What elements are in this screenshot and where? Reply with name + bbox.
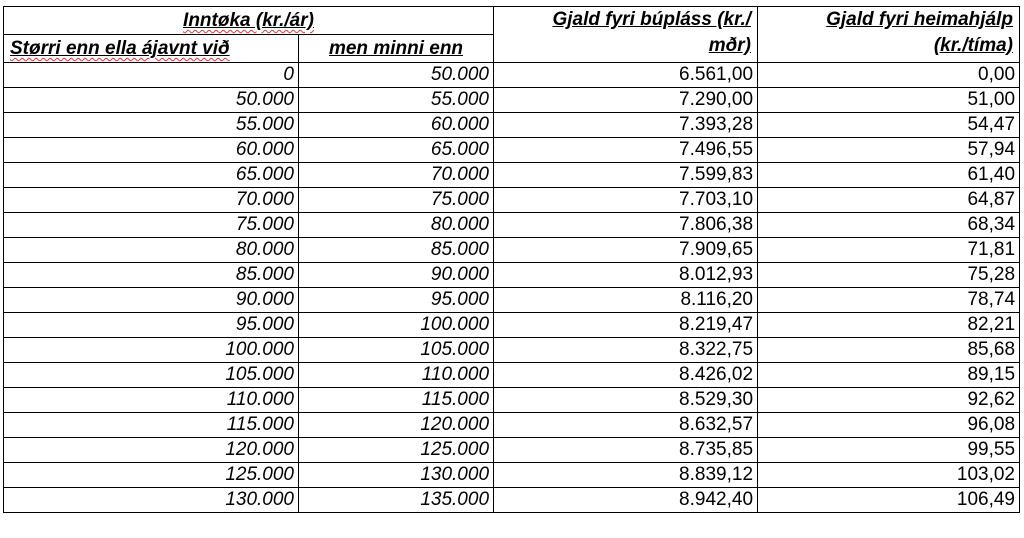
- housing-fee-cell[interactable]: 8.219,47: [494, 313, 758, 338]
- income-from-cell[interactable]: 120.000: [4, 438, 299, 463]
- income-from-cell[interactable]: 80.000: [4, 238, 299, 263]
- housing-fee-cell[interactable]: 7.290,00: [494, 88, 758, 113]
- income-from-cell[interactable]: 65.000: [4, 163, 299, 188]
- table-row: [4, 188, 1020, 213]
- table-row: [4, 488, 1020, 513]
- fee-table: [3, 6, 1020, 513]
- income-from-cell[interactable]: 130.000: [4, 488, 299, 513]
- table-row: [4, 238, 1020, 263]
- income-to-cell[interactable]: 65.000: [299, 138, 494, 163]
- table-row: [4, 63, 1020, 88]
- income-to-cell[interactable]: 75.000: [299, 188, 494, 213]
- homehelp-fee-cell[interactable]: 64,87: [758, 188, 1020, 213]
- income-to-cell[interactable]: 70.000: [299, 163, 494, 188]
- homehelp-fee-header[interactable]: Gjald fyri heimahjálp (kr./tíma): [758, 7, 1020, 63]
- income-from-cell[interactable]: 70.000: [4, 188, 299, 213]
- income-from-cell[interactable]: 0: [4, 63, 299, 88]
- housing-fee-header[interactable]: Gjald fyri búpláss (kr./ mðr): [494, 7, 758, 63]
- income-to-cell[interactable]: 105.000: [299, 338, 494, 363]
- homehelp-fee-cell[interactable]: 92,62: [758, 388, 1020, 413]
- housing-fee-cell[interactable]: 6.561,00: [494, 63, 758, 88]
- income-to-cell[interactable]: 50.000: [299, 63, 494, 88]
- income-from-cell[interactable]: 110.000: [4, 388, 299, 413]
- table-row: [4, 213, 1020, 238]
- housing-fee-cell[interactable]: 8.012,93: [494, 263, 758, 288]
- homehelp-fee-cell[interactable]: 106,49: [758, 488, 1020, 513]
- homehelp-fee-cell[interactable]: 61,40: [758, 163, 1020, 188]
- table-row: [4, 113, 1020, 138]
- upper-bound-header[interactable]: men minni enn: [299, 35, 494, 63]
- housing-fee-cell[interactable]: 8.116,20: [494, 288, 758, 313]
- homehelp-fee-cell[interactable]: 89,15: [758, 363, 1020, 388]
- income-from-cell[interactable]: 95.000: [4, 313, 299, 338]
- housing-fee-cell[interactable]: 7.703,10: [494, 188, 758, 213]
- homehelp-fee-cell[interactable]: 82,21: [758, 313, 1020, 338]
- income-to-cell[interactable]: 115.000: [299, 388, 494, 413]
- header-row-1: [4, 7, 1020, 35]
- income-to-cell[interactable]: 60.000: [299, 113, 494, 138]
- housing-fee-cell[interactable]: 7.806,38: [494, 213, 758, 238]
- housing-fee-cell[interactable]: 8.529,30: [494, 388, 758, 413]
- housing-fee-cell[interactable]: 7.599,83: [494, 163, 758, 188]
- income-from-cell[interactable]: 115.000: [4, 413, 299, 438]
- income-to-cell[interactable]: 120.000: [299, 413, 494, 438]
- housing-fee-cell[interactable]: 8.426,02: [494, 363, 758, 388]
- income-to-cell[interactable]: 80.000: [299, 213, 494, 238]
- income-to-cell[interactable]: 90.000: [299, 263, 494, 288]
- table-row: [4, 438, 1020, 463]
- income-from-cell[interactable]: 90.000: [4, 288, 299, 313]
- income-from-cell[interactable]: 55.000: [4, 113, 299, 138]
- income-to-cell[interactable]: 125.000: [299, 438, 494, 463]
- homehelp-fee-cell[interactable]: 103,02: [758, 463, 1020, 488]
- homehelp-fee-cell[interactable]: 75,28: [758, 263, 1020, 288]
- homehelp-fee-cell[interactable]: 96,08: [758, 413, 1020, 438]
- housing-fee-cell[interactable]: 8.839,12: [494, 463, 758, 488]
- table-row: [4, 463, 1020, 488]
- income-from-cell[interactable]: 50.000: [4, 88, 299, 113]
- table-row: [4, 138, 1020, 163]
- table-row: [4, 413, 1020, 438]
- table-row: [4, 363, 1020, 388]
- table-row: [4, 163, 1020, 188]
- homehelp-fee-cell[interactable]: 85,68: [758, 338, 1020, 363]
- homehelp-fee-cell[interactable]: 51,00: [758, 88, 1020, 113]
- housing-fee-cell[interactable]: 7.909,65: [494, 238, 758, 263]
- income-from-cell[interactable]: 125.000: [4, 463, 299, 488]
- homehelp-fee-cell[interactable]: 78,74: [758, 288, 1020, 313]
- lower-bound-header[interactable]: Størri enn ella ájavnt við: [4, 35, 299, 63]
- income-from-cell[interactable]: 60.000: [4, 138, 299, 163]
- housing-fee-cell[interactable]: 8.632,57: [494, 413, 758, 438]
- table-row: [4, 263, 1020, 288]
- income-to-cell[interactable]: 85.000: [299, 238, 494, 263]
- income-to-cell[interactable]: 110.000: [299, 363, 494, 388]
- income-from-cell[interactable]: 100.000: [4, 338, 299, 363]
- income-to-cell[interactable]: 55.000: [299, 88, 494, 113]
- homehelp-fee-cell[interactable]: 68,34: [758, 213, 1020, 238]
- income-from-cell[interactable]: 75.000: [4, 213, 299, 238]
- income-from-cell[interactable]: 85.000: [4, 263, 299, 288]
- table-row: [4, 388, 1020, 413]
- housing-fee-cell[interactable]: 8.322,75: [494, 338, 758, 363]
- table-row: [4, 88, 1020, 113]
- table-row: [4, 338, 1020, 363]
- income-to-cell[interactable]: 100.000: [299, 313, 494, 338]
- income-to-cell[interactable]: 95.000: [299, 288, 494, 313]
- housing-fee-cell[interactable]: 7.496,55: [494, 138, 758, 163]
- income-to-cell[interactable]: 130.000: [299, 463, 494, 488]
- homehelp-fee-cell[interactable]: 71,81: [758, 238, 1020, 263]
- table-row: [4, 288, 1020, 313]
- homehelp-fee-cell[interactable]: 57,94: [758, 138, 1020, 163]
- homehelp-fee-cell[interactable]: 54,47: [758, 113, 1020, 138]
- income-group-header[interactable]: Inntøka (kr./ár): [4, 7, 494, 35]
- housing-fee-cell[interactable]: 8.735,85: [494, 438, 758, 463]
- homehelp-fee-cell[interactable]: 99,55: [758, 438, 1020, 463]
- income-to-cell[interactable]: 135.000: [299, 488, 494, 513]
- housing-fee-cell[interactable]: 8.942,40: [494, 488, 758, 513]
- income-from-cell[interactable]: 105.000: [4, 363, 299, 388]
- table-row: [4, 313, 1020, 338]
- housing-fee-cell[interactable]: 7.393,28: [494, 113, 758, 138]
- homehelp-fee-cell[interactable]: 0,00: [758, 63, 1020, 88]
